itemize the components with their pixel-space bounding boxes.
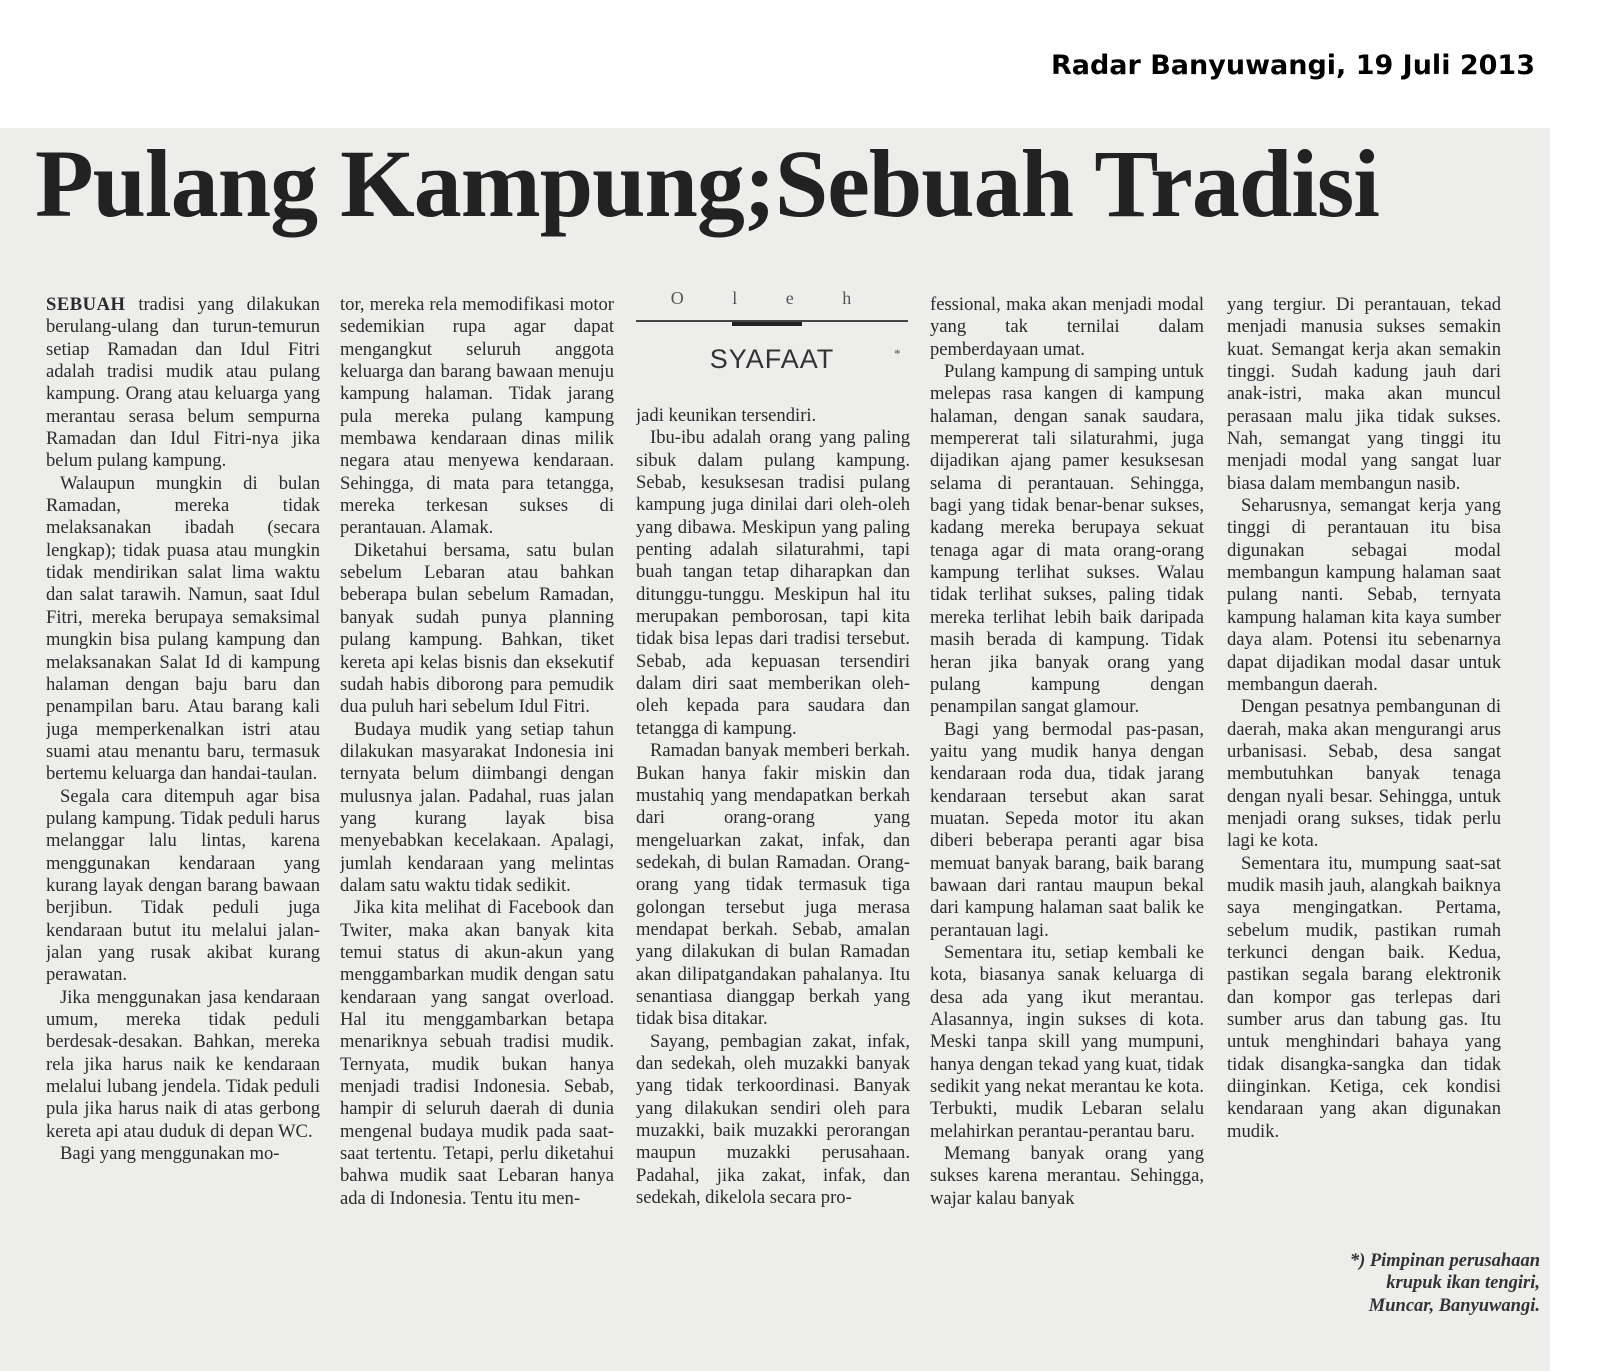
- article-column-5: [1227, 294, 1501, 1239]
- paragraph: Ramadan banyak memberi berkah. Bukan hanya fakir miskin dan mustahiq yang mendapatkan berkah dari orang-orang yang mengeluarkan zakat, infak, dan sedekah, di bulan Ramadan. Orang-orang yang tidak termasuk tiga golongan tersebut juga merasa mendapat berkah. Sebab, amalan yang dilakukan di bulan Ramadan akan dilipatgandakan pahalanya. Itu senantiasa dianggap berkah yang tidak bisa ditakar.: [636, 740, 910, 1030]
- paragraph: Walaupun mungkin di bulan Ramadan, mereka tidak melaksanakan ibadah (secara lengkap); tidak puasa atau mungkin tidak mendirikan salat lima waktu dan salat tarawih. Namun, saat Idul Fitri, mereka berupaya semaksimal mungkin bisa pulang kampung dan melaksanakan Salat Id di kampung halaman dengan baju baru dan penampilan baru. Atau barang kali juga memperkenalkan istri atau suami atau menantu baru, termasuk bertemu keluarga dan handai-taulan.: [46, 472, 320, 785]
- paragraph: fessional, maka akan menjadi modal yang tak ternilai dalam pemberdayaan umat.: [930, 294, 1204, 360]
- paragraph: Diketahui bersama, satu bulan sebelum Lebaran atau bahkan beberapa bulan sebelum Ramadan, banyak sudah punya planning pulang kampung. Bahkan, tiket kereta api kelas bisnis dan eksekutif sudah habis diborong para pemudik dua puluh hari sebelum Idul Fitri.: [340, 539, 614, 718]
- paragraph: Sayang, pembagian zakat, infak, dan sedekah, oleh muzakki banyak yang tidak terkoordinasi. Banyak yang dilakukan sendiri oleh para muzakki, baik muzakki perorangan maupun muzakki perusahaan. Padahal, jika zakat, infak, dan sedekah, dikelola secara pro-: [636, 1030, 910, 1209]
- paragraph: Ibu-ibu adalah orang yang paling sibuk dalam pulang kampung. Sebab, kesuksesan tradisi pulang kampung juga dinilai dari oleh-oleh yang dibawa. Meskipun yang paling penting adalah silaturahmi, tapi buah tangan tetap diharapkan dan ditunggu-tunggu. Meskipun hal itu merupakan pemborosan, tapi kita tidak bisa lepas dari tradisi tersebut. Sebab, ada kepuasan tersendiri dalam diri saat memberikan oleh-oleh kepada para saudara dan tetangga di kampung.: [636, 427, 910, 739]
- author-note: [1220, 1250, 1540, 1317]
- paragraph: Seharusnya, semangat kerja yang tinggi di perantauan itu bisa digunakan sebagai modal membangun kampung halaman saat pulang nanti. Sebab, ternyata kampung halaman kita kaya sumber daya alam. Potensi itu sebenarnya dapat dijadikan modal dasar untuk membangun daerah.: [1227, 495, 1501, 695]
- article-column-3: [636, 405, 910, 1340]
- author-name: SYAFAAT: [709, 344, 835, 374]
- author-note-line: *) Pimpinan perusahaan: [1349, 1251, 1540, 1271]
- byline-label: O l e h: [670, 288, 874, 308]
- author-footnote-marker: *: [894, 346, 901, 361]
- paragraph: SEBUAH tradisi yang dilakukan berulang-ulang dan turun-temurun setiap Ramadan dan Idul Fitri adalah tradisi mudik atau pulang kampung. Orang atau keluarga yang merantau serasa belum sempurna Ramadan dan Idul Fitri-nya jika belum pulang kampung.: [46, 294, 320, 472]
- author-note-line: Muncar, Banyuwangi.: [1368, 1295, 1540, 1316]
- paragraph: Jika kita melihat di Facebook dan Twiter, maka akan banyak kita temui status di akun-akun yang menggambarkan mudik dengan satu kendaraan yang sangat overload. Hal itu menggambarkan betapa menariknya sebuah tradisi mudik. Ternyata, mudik bukan hanya menjadi tradisi Indonesia. Sebab, hampir di seluruh daerah di dunia mengenal budaya mudik pada saat-saat tertentu. Tetapi, perlu diketahui bahwa mudik saat Lebaran hanya ada di Indonesia. Tentu itu men-: [340, 897, 614, 1209]
- paragraph: Budaya mudik yang setiap tahun dilakukan masyarakat Indonesia ini ternyata belum diimbangi dengan mulusnya jalan. Padahal, ruas jalan yang kurang layak bisa menyebabkan kecelakaan. Apalagi, jumlah kendaraan yang melintas dalam satu waktu tidak sedikit.: [340, 718, 614, 896]
- author-note-line: krupuk ikan tengiri,: [1386, 1273, 1540, 1294]
- article-column-2: [340, 294, 614, 1340]
- paragraph: Jika menggunakan jasa kendaraan umum, mereka tidak peduli berdesak-desakan. Bahkan, mereka rela jika harus naik ke kendaraan melalui lubang jendela. Tidak peduli pula jika harus naik di atas gerbong kereta api atau duduk di depan WC.: [46, 986, 320, 1142]
- paragraph: Dengan pesatnya pembangunan di daerah, maka akan mengurangi arus urbanisasi. Sebab, desa sangat membutuhkan banyak tenaga dengan nyali besar. Sehingga, untuk menjadi orang sukses, tidak perlu lagi ke kota.: [1227, 696, 1501, 852]
- paragraph: Bagi yang bermodal pas-pasan, yaitu yang mudik hanya dengan kendaraan roda dua, tidak jarang kendaraan tersebut akan sarat muatan. Sepeda motor itu akan diberi beberapa peranti agar bisa memuat banyak barang, baik barang bawaan dari rantau maupun bekal dari kampung halaman saat balik ke perantauan lagi.: [930, 718, 1204, 941]
- paragraph: jadi keunikan tersendiri.: [636, 405, 817, 426]
- paragraph: yang tergiur. Di perantauan, tekad menjadi manusia sukses semakin kuat. Semangat kerja akan semakin tinggi. Sudah kadung jauh dari anak-istri, maka akan muncul perasaan malu jika tidak sukses. Nah, semangat yang tinggi itu menjadi modal yang sangat luar biasa dalam membangun nasib.: [1227, 294, 1501, 494]
- paragraph: Bagi yang menggunakan mo-: [60, 1143, 280, 1165]
- byline-accent-bar: [732, 322, 802, 326]
- byline-box: [636, 288, 908, 400]
- article-column-4: [930, 294, 1204, 1340]
- paragraph: Segala cara ditempuh agar bisa pulang kampung. Tidak peduli harus melanggar lalu lintas, karena menggunakan kendaraan yang kurang layak dengan barang bawaan berjibun. Tidak peduli juga kendaraan butut itu melalui jalan-jalan yang rusak akibat kurang perawatan.: [46, 785, 320, 986]
- source-date-line: Radar Banyuwangi, 19 Juli 2013: [1050, 50, 1535, 81]
- lead-word: SEBUAH: [46, 294, 126, 315]
- paragraph: tor, mereka rela memodifikasi motor sedemikian rupa agar dapat mengangkut seluruh anggota keluarga dan barang bawaan menuju kampung halaman. Tidak jarang pula mereka pulang kampung membawa kendaraan dinas milik negara atau menyewa kendaraan. Sehingga, di mata para tetangga, mereka terkesan sukses di perantauan. Alamak.: [340, 294, 614, 539]
- paragraph: Sementara itu, mumpung saat-sat mudik masih jauh, alangkah baiknya saya mengingatkan. Pertama, sebelum mudik, pastikan rumah terkunci dengan baik. Kedua, pastikan segala barang elektronik dan kompor gas terlepas dari sumber arus dan tabung gas. Itu untuk menghindari bahaya yang tidak disangka-sangka dan tidak diinginkan. Ketiga, cek kondisi kendaraan yang akan digunakan mudik.: [1227, 852, 1501, 1142]
- article-headline: Pulang Kampung;Sebuah Tradisi: [35, 130, 1379, 237]
- paragraph: Memang banyak orang yang sukses karena merantau. Sehingga, wajar kalau banyak: [930, 1143, 1204, 1209]
- paragraph: Sementara itu, setiap kembali ke kota, biasanya sanak keluarga di desa ada yang ikut merantau. Alasannya, ingin sukses di kota. Meski tanpa skill yang mumpuni, hanya dengan tekad yang kuat, tidak sedikit yang nekat merantau ke kota. Terbukti, mudik Lebaran selalu melahirkan perantau-perantau baru.: [930, 941, 1204, 1142]
- article-column-1: [46, 294, 320, 1340]
- paragraph: Pulang kampung di samping untuk melepas rasa kangen di kampung halaman, dengan sanak saudara, mempererat tali silaturahmi, juga dijadikan ajang pamer kesuksesan selama di perantauan. Sehingga, bagi yang tidak benar-benar sukses, kadang mereka berupaya sekuat tenaga agar di mata orang-orang kampung terlihat sukses. Walau tidak terlihat sukses, paling tidak mereka terlihat lebih baik daripada masih berada di kampung. Tidak heran jika banyak orang yang pulang kampung dengan penampilan sangat glamour.: [930, 361, 1204, 718]
